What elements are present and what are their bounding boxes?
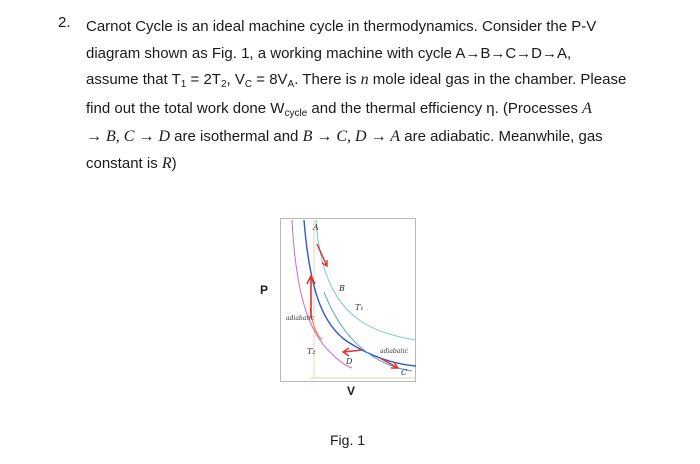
question-number: 2. (58, 14, 71, 31)
point-d-label: D (346, 357, 353, 366)
subscript: 2 (220, 79, 227, 90)
point-c-label: C (401, 368, 408, 377)
subscript: A (287, 79, 295, 90)
math-variable: n (360, 71, 369, 88)
pressure-axis-label: P (260, 283, 269, 297)
text-run: . There is (294, 71, 361, 88)
text-run: assume that T (86, 71, 181, 88)
volume-axis-label: V (347, 384, 356, 398)
math-variable: A (582, 99, 592, 117)
question-line-3 (86, 67, 632, 96)
text-run: are isothermal and (170, 128, 303, 145)
text-run: diagram shown as Fig. 1, a working machine with cycle A→B→C→D→A, (86, 44, 572, 62)
text-run: constant is (86, 154, 162, 172)
adiabatic-right-label: adiabatic (380, 348, 409, 355)
text-run: Carnot Cycle is an ideal machine cycle in thermodynamics. Consider the P-V (86, 18, 597, 35)
subscript: cycle (284, 107, 308, 119)
text-run: , V (226, 71, 245, 88)
adiabatic-left-label: adiabatic (286, 315, 315, 322)
text-run: find out the total work done W (86, 99, 285, 117)
subscript: C (244, 79, 253, 90)
question-line-4 (86, 96, 632, 125)
question-line-6 (86, 151, 632, 178)
text-run: = 2T (186, 71, 221, 88)
math-variable: B → C, D → A (302, 128, 401, 145)
question-line-5 (86, 124, 632, 151)
subscript: 1 (180, 79, 187, 90)
point-a-label: A (313, 223, 319, 232)
isotherm-t1-label: T₁ (355, 303, 364, 312)
isotherm-t2-label: T₂ (307, 347, 316, 356)
text-run: ) (171, 154, 177, 172)
point-b-label: B (339, 284, 345, 293)
text-run: are adiabatic. Meanwhile, gas (400, 128, 603, 145)
question-text (86, 14, 632, 177)
text-run: = 8V (252, 71, 288, 88)
pv-diagram (280, 218, 416, 382)
text-run: and the thermal efficiency η. (Processes (307, 99, 583, 117)
math-variable: → B, C → D (86, 128, 170, 145)
figure-caption: Fig. 1 (330, 432, 366, 448)
question-line-1 (86, 14, 632, 41)
question-line-2 (86, 41, 632, 68)
math-variable: R (161, 154, 172, 172)
text-run: mole ideal gas in the chamber. Please (368, 71, 627, 88)
